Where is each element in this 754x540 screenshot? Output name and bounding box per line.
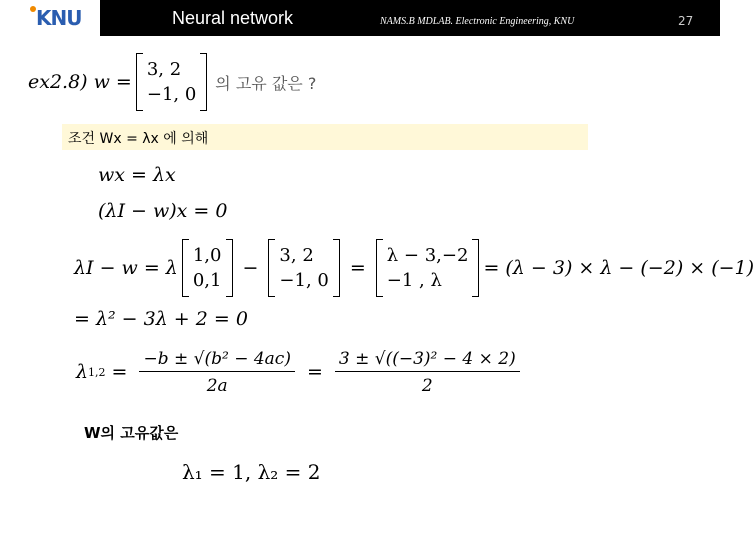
- answer-label: W의 고유값은: [84, 424, 179, 442]
- identity-matrix: [182, 239, 233, 297]
- equation-5: [76, 342, 526, 402]
- matrix-row: −1, 0: [146, 84, 197, 105]
- fraction-numerator: −b ± √(b² − 4ac): [139, 349, 295, 372]
- lab-name: NAMS.B MDLAB. Electronic Engineering, KNU: [380, 16, 575, 27]
- bracket-left: [376, 239, 383, 297]
- matrix-row: −1, 0: [279, 270, 329, 291]
- lambda-symbol: λ: [76, 361, 89, 383]
- minus-sign: −: [242, 257, 259, 279]
- matrix-row: 0,1: [192, 270, 222, 291]
- equals-sign: =: [111, 361, 128, 383]
- w-matrix: [268, 239, 339, 297]
- substituted-formula: [335, 349, 520, 396]
- bracket-right: [226, 239, 233, 297]
- bracket-right: [472, 239, 479, 297]
- bracket-right: [333, 239, 340, 297]
- page-number: 27: [678, 14, 694, 28]
- equation-1: wx = λx: [98, 164, 176, 186]
- bracket-left: [136, 53, 143, 111]
- eq3-lhs: λI − w = λ: [74, 257, 178, 279]
- equation-3: [74, 238, 754, 298]
- equation-4: = λ² − 3λ + 2 = 0: [74, 308, 248, 330]
- result-matrix: [376, 239, 480, 297]
- matrix-row: 3, 2: [146, 59, 182, 80]
- matrix-row: −1 , λ: [386, 270, 442, 291]
- equals-sign: =: [349, 257, 366, 279]
- fraction-numerator: 3 ± √((−3)² − 4 × 2): [335, 349, 520, 372]
- equation-2: (λI − w)x = 0: [98, 200, 228, 222]
- logo-text: KNU: [36, 6, 82, 30]
- lambda-subscript: 1,2: [88, 365, 106, 379]
- matrix-w: [136, 53, 207, 111]
- bracket-left: [268, 239, 275, 297]
- condition-text: 조건 Wx = λx 에 의해: [68, 131, 209, 147]
- bracket-left: [182, 239, 189, 297]
- example-question: 의 고유 값은 ?: [215, 73, 317, 93]
- determinant-expansion: = (λ − 3) × λ − (−2) × (−1): [483, 257, 754, 279]
- matrix-row: 1,0: [192, 245, 222, 266]
- slide-title: Neural network: [172, 8, 294, 28]
- fraction-denominator: 2: [421, 375, 433, 396]
- example-label: ex2.8) w =: [28, 71, 132, 93]
- bracket-right: [200, 53, 207, 111]
- answer-result: λ₁ = 1, λ₂ = 2: [182, 460, 321, 484]
- matrix-row: 3, 2: [279, 245, 314, 266]
- slide-header: [0, 0, 720, 36]
- matrix-row: λ − 3,−2: [386, 245, 469, 266]
- fraction-denominator: 2a: [206, 375, 228, 396]
- equals-sign: =: [306, 361, 323, 383]
- quadratic-formula: [139, 349, 295, 396]
- condition-box: [62, 124, 588, 150]
- knu-logo: [30, 4, 90, 32]
- example-problem: [28, 52, 316, 112]
